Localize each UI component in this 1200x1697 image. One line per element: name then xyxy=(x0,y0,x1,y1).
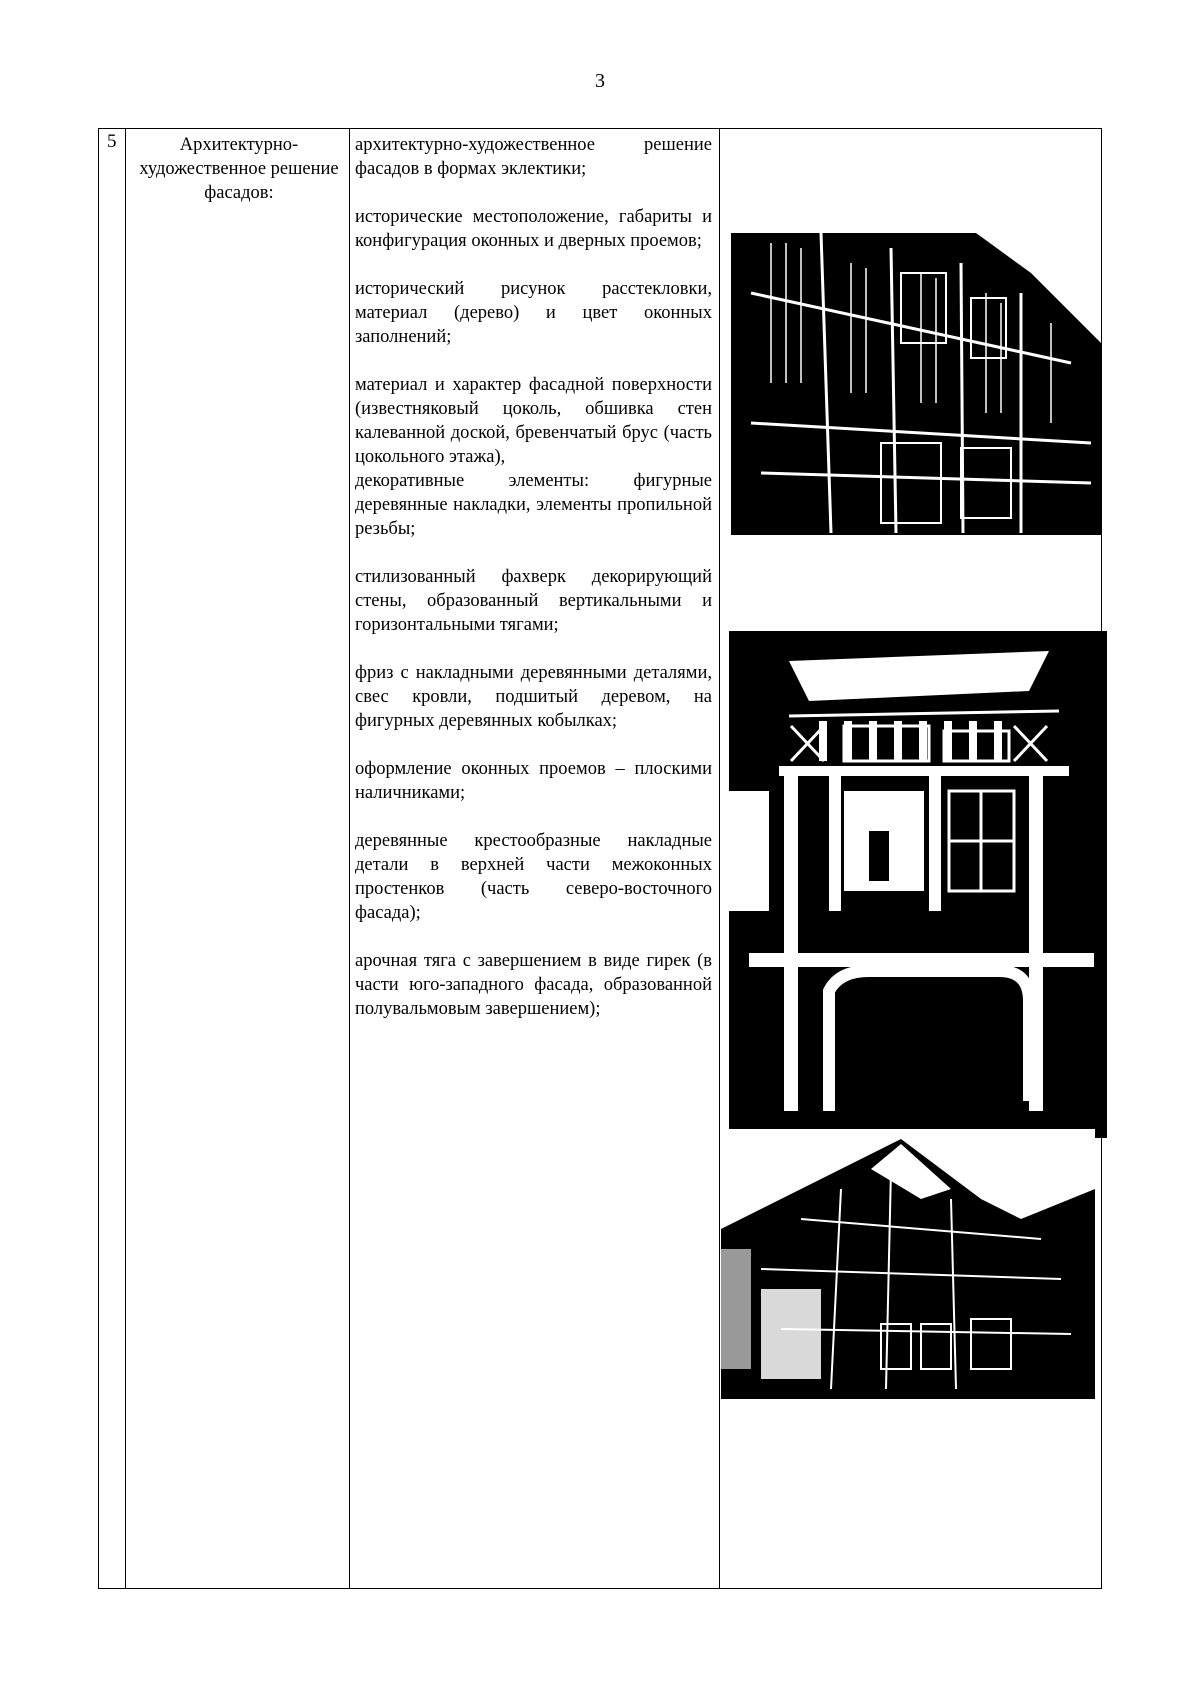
description-item: деревянные крестообразные накладные детали в верхней части межоконных простенков (часть северо-восточного фасада); xyxy=(355,831,712,923)
description-item: оформление оконных проемов – плоскими наличниками; xyxy=(355,759,712,803)
description-item: фриз с накладными деревянными деталями, свес кровли, подшитый деревом, на фигурных деревянных кобылках; xyxy=(355,663,712,731)
page-number: 3 xyxy=(595,70,605,92)
column-divider xyxy=(349,129,350,1588)
row-number: 5 xyxy=(107,131,117,152)
row-title: Архитектурно-художественное решение фасадов: xyxy=(139,135,339,203)
description-item: исторические местоположение, габариты и конфигурация оконных и дверных проемов; xyxy=(355,207,712,251)
description-item: материал и характер фасадной поверхности (известняковый цоколь, обшивка стен калеванной доской, бревенчатый брус (часть цокольного этажа), xyxy=(355,375,712,467)
row-description xyxy=(355,133,712,1021)
attributes-table xyxy=(98,128,1102,1589)
description-item: архитектурно-художественное решение фасадов в формах эклектики; xyxy=(355,135,712,179)
facade-photo-2 xyxy=(729,631,1107,1138)
description-item: исторический рисунок расстекловки, материал (дерево) и цвет оконных заполнений; xyxy=(355,279,712,347)
description-item: стилизованный фахверк декорирующий стены, образованный вертикальными и горизонтальными тягами; xyxy=(355,567,712,635)
description-item: декоративные элементы: фигурные деревянные накладки, элементы пропильной резьбы; xyxy=(355,471,712,539)
column-divider xyxy=(125,129,126,1588)
facade-photo-3 xyxy=(721,1129,1095,1399)
facade-photo-1 xyxy=(731,233,1101,535)
photo-column xyxy=(719,129,1099,1588)
description-item: арочная тяга с завершением в виде гирек (в части юго-западного фасада, образованной полувальмовым завершением); xyxy=(355,951,712,1019)
